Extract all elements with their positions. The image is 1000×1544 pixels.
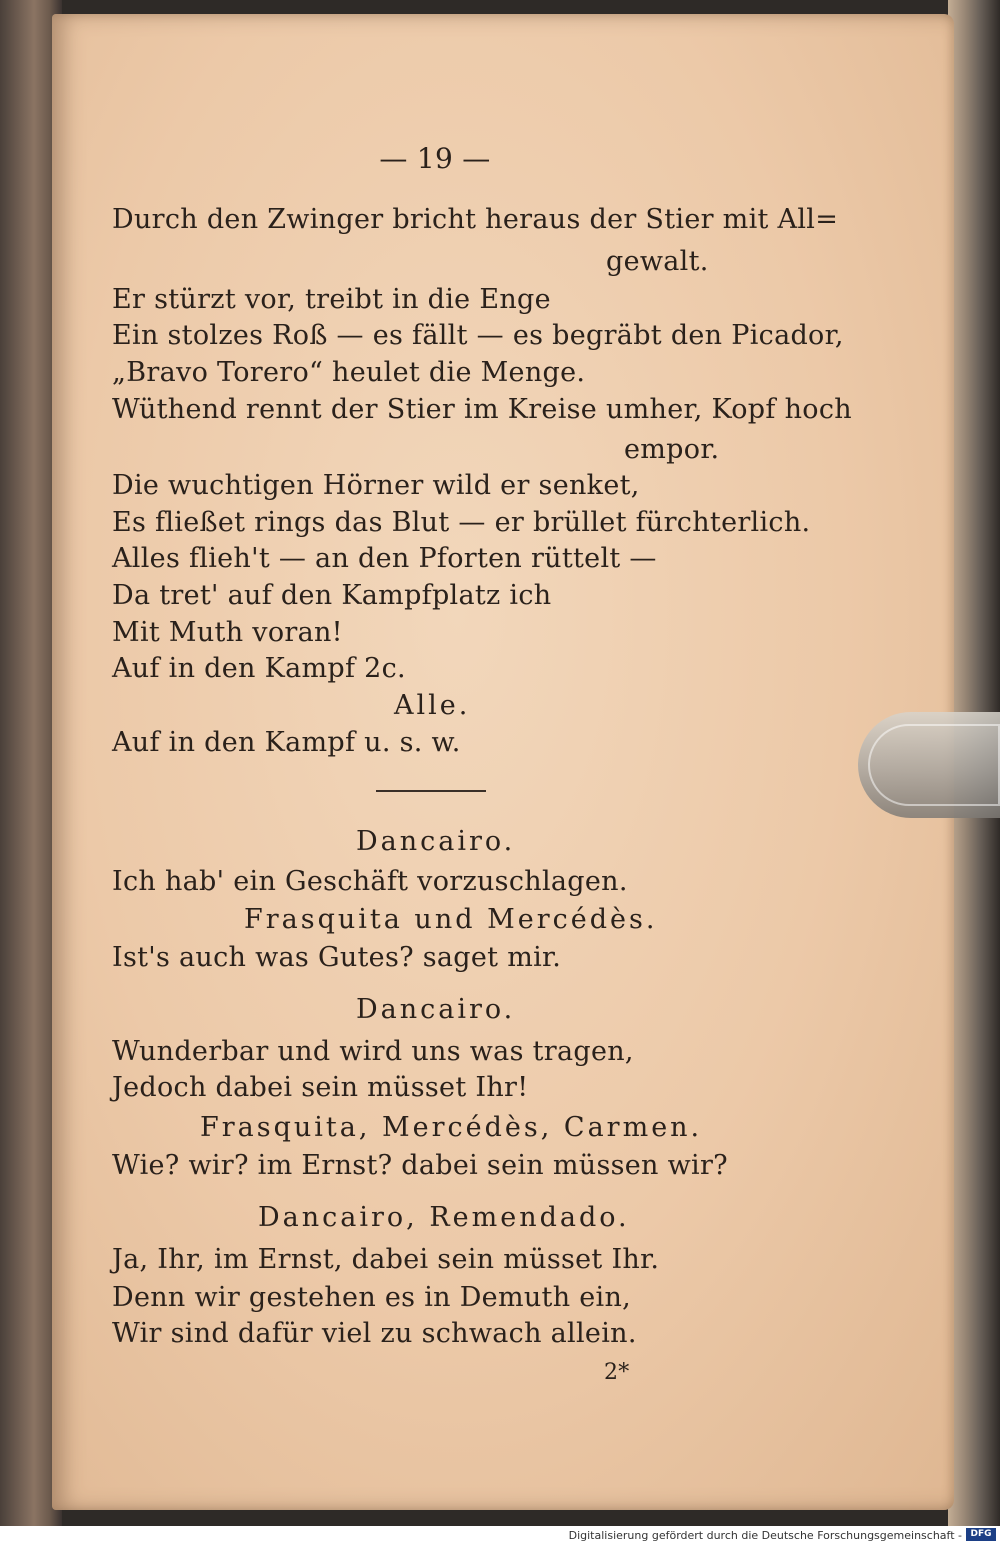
text-line: Wüthend rennt der Stier im Kreise umher, Kopf hoch (112, 394, 852, 425)
dfg-logo: DFG (966, 1528, 996, 1541)
speaker-name: Frasquita, Mercédès, Carmen. (200, 1112, 703, 1143)
footer-bar (0, 1526, 1000, 1544)
text-line: Die wuchtigen Hörner wild er senket, (112, 470, 640, 501)
text-line: Es fließet rings das Blut — er brüllet fürchterlich. (112, 507, 811, 538)
speaker-name: Dancairo. (356, 994, 516, 1025)
text-line: „Bravo Torero“ heulet die Menge. (112, 357, 586, 388)
text-line: Ist's auch was Gutes? saget mir. (112, 942, 562, 973)
signature-mark: 2* (604, 1360, 630, 1385)
text-line: Jedoch dabei sein müsset Ihr! (112, 1072, 529, 1103)
text-line: Auf in den Kampf 2c. (112, 653, 406, 684)
text-line: Wunderbar und wird uns was tragen, (112, 1036, 634, 1067)
text-line: Wie? wir? im Ernst? dabei sein müssen wir? (112, 1150, 728, 1181)
text-line: empor. (624, 434, 720, 465)
text-line: Da tret' auf den Kampfplatz ich (112, 580, 552, 611)
text-line: Er stürzt vor, treibt in die Enge (112, 284, 551, 315)
text-line: Ja, Ihr, im Ernst, dabei sein müsset Ihr. (112, 1244, 660, 1275)
speaker-name: Alle. (394, 690, 471, 721)
text-line: Ein stolzes Roß — es fällt — es begräbt den Picador, (112, 320, 844, 351)
speaker-name: Dancairo. (356, 826, 516, 857)
text-line: gewalt. (606, 246, 709, 277)
text-line: Wir sind dafür viel zu schwach allein. (112, 1318, 637, 1349)
page-number: — 19 — (379, 142, 491, 175)
footer-credit: Digitalisierung gefördert durch die Deutsche Forschungsgemeinschaft - (568, 1529, 962, 1542)
text-line: Alles flieh't — an den Pforten rüttelt — (112, 543, 657, 574)
page-clip-highlight (868, 724, 1000, 806)
text-line: Mit Muth voran! (112, 617, 343, 648)
text-line: Auf in den Kampf u. s. w. (112, 727, 461, 758)
text-line: Ich hab' ein Geschäft vorzuschlagen. (112, 866, 628, 897)
text-line: Durch den Zwinger bricht heraus der Stier mit All= (112, 204, 839, 235)
text-line: Denn wir gestehen es in Demuth ein, (112, 1282, 632, 1313)
speaker-name: Frasquita und Mercédès. (244, 904, 658, 935)
section-divider (376, 790, 486, 792)
speaker-name: Dancairo, Remendado. (258, 1202, 630, 1233)
